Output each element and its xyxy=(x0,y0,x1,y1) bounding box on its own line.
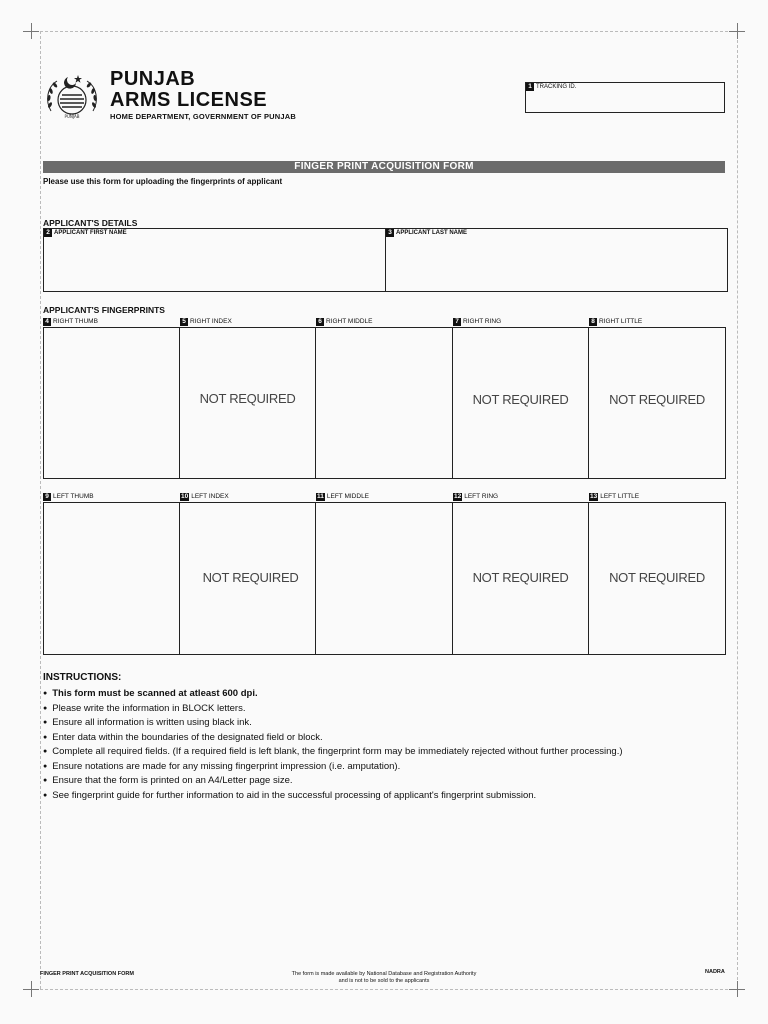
field-label: RIGHT RING xyxy=(463,318,502,325)
field-label: APPLICANT FIRST NAME xyxy=(54,230,127,236)
field-number: 3 xyxy=(386,229,394,237)
field-label: RIGHT INDEX xyxy=(190,318,232,325)
field-number: 6 xyxy=(316,318,324,326)
field-label: LEFT INDEX xyxy=(191,493,229,500)
field-number: 2 xyxy=(44,229,52,237)
field-number: 8 xyxy=(589,318,597,326)
field-number: 7 xyxy=(453,318,461,326)
field-label: LEFT MIDDLE xyxy=(326,493,370,500)
footer-form-name: FINGER PRINT ACQUISITION FORM xyxy=(40,971,134,977)
instruction-item: ● Ensure notations are made for any missing fingerprint impression (i.e. amputation). xyxy=(43,760,623,775)
left-little-box[interactable] xyxy=(588,502,726,655)
right-thumb-box[interactable] xyxy=(43,327,180,479)
footer-nadra: NADRA xyxy=(705,969,725,975)
intro-text: Please use this form for uploading the fingerprints of applicant xyxy=(43,177,283,186)
instruction-item: ● Please write the information in BLOCK letters. xyxy=(43,702,623,717)
instructions-heading: INSTRUCTIONS: xyxy=(43,672,122,683)
applicant-last-name-field[interactable] xyxy=(385,228,728,292)
not-required-text: NOT REQUIRED xyxy=(199,391,296,406)
field-number: 5 xyxy=(180,318,188,326)
instruction-item: ● Ensure all information is written using black ink. xyxy=(43,716,623,731)
punjab-emblem-logo xyxy=(43,71,101,123)
applicant-fingerprints-heading: APPLICANT'S FINGERPRINTS xyxy=(43,305,165,315)
title-line-2: ARMS LICENSE xyxy=(110,89,268,111)
not-required-text: NOT REQUIRED xyxy=(472,392,569,407)
field-number: 10 xyxy=(181,493,189,500)
field-label: RIGHT THUMB xyxy=(53,318,98,325)
field-label: LEFT RING xyxy=(464,493,499,500)
right-index-box[interactable] xyxy=(179,327,316,479)
left-middle-box[interactable] xyxy=(315,502,453,655)
right-middle-box[interactable] xyxy=(315,327,453,479)
field-number: 9 xyxy=(43,493,51,501)
title-line-1: PUNJAB xyxy=(110,68,196,90)
right-little-box[interactable] xyxy=(588,327,726,479)
field-label: APPLICANT LAST NAME xyxy=(396,230,467,236)
footer-notice xyxy=(234,971,534,985)
field-label: TRACKING ID. xyxy=(536,84,577,90)
trim-line-left xyxy=(40,31,41,989)
field-number: 11 xyxy=(317,493,324,500)
field-number: 1 xyxy=(526,83,534,91)
left-index-box[interactable] xyxy=(179,502,316,655)
applicant-first-name-field[interactable] xyxy=(43,228,386,292)
left-ring-box[interactable] xyxy=(452,502,589,655)
instruction-item: ● Complete all required fields. (If a required field is left blank, the fingerprint form may be immediately rejected without further processing.) xyxy=(43,745,623,760)
field-label: LEFT THUMB xyxy=(53,493,94,500)
field-label: RIGHT MIDDLE xyxy=(326,318,373,325)
not-required-text: NOT REQUIRED xyxy=(609,570,705,585)
right-ring-box[interactable] xyxy=(452,327,589,479)
not-required-text: NOT REQUIRED xyxy=(202,570,299,585)
svg-text:PUNJAB: PUNJAB xyxy=(64,114,80,119)
field-label: RIGHT LITTLE xyxy=(599,318,643,325)
trim-line-top xyxy=(40,31,728,32)
form-title-banner: FINGER PRINT ACQUISITION FORM xyxy=(43,161,725,173)
trim-line-right xyxy=(737,40,738,980)
applicant-details-heading: APPLICANT'S DETAILS xyxy=(43,218,138,228)
left-thumb-box[interactable] xyxy=(43,502,180,655)
field-number: 13 xyxy=(590,493,598,500)
instruction-item: ● Enter data within the boundaries of the designated field or block. xyxy=(43,731,623,746)
field-number: 4 xyxy=(43,318,51,326)
footer-notice-line-1: The form is made available by National Database and Registration Authority xyxy=(291,971,477,977)
not-required-text: NOT REQUIRED xyxy=(472,570,569,585)
instruction-item: ● Ensure that the form is printed on an A4/Letter page size. xyxy=(43,774,623,789)
field-label: LEFT LITTLE xyxy=(600,493,640,500)
not-required-text: NOT REQUIRED xyxy=(609,392,705,407)
tracking-id-field[interactable] xyxy=(525,82,725,113)
footer-notice-line-2: and is not to be sold to the applicants xyxy=(338,978,430,984)
field-number: 12 xyxy=(454,493,462,500)
instruction-item: ● This form must be scanned at atleast 600 dpi. xyxy=(43,687,623,702)
instruction-item: ● See fingerprint guide for further information to aid in the successful processing of applicant's fingerprint submission. xyxy=(43,789,623,804)
trim-line-bottom xyxy=(40,989,728,990)
instructions-list xyxy=(43,687,623,803)
header-subtitle: HOME DEPARTMENT, GOVERNMENT OF PUNJAB xyxy=(110,112,297,121)
